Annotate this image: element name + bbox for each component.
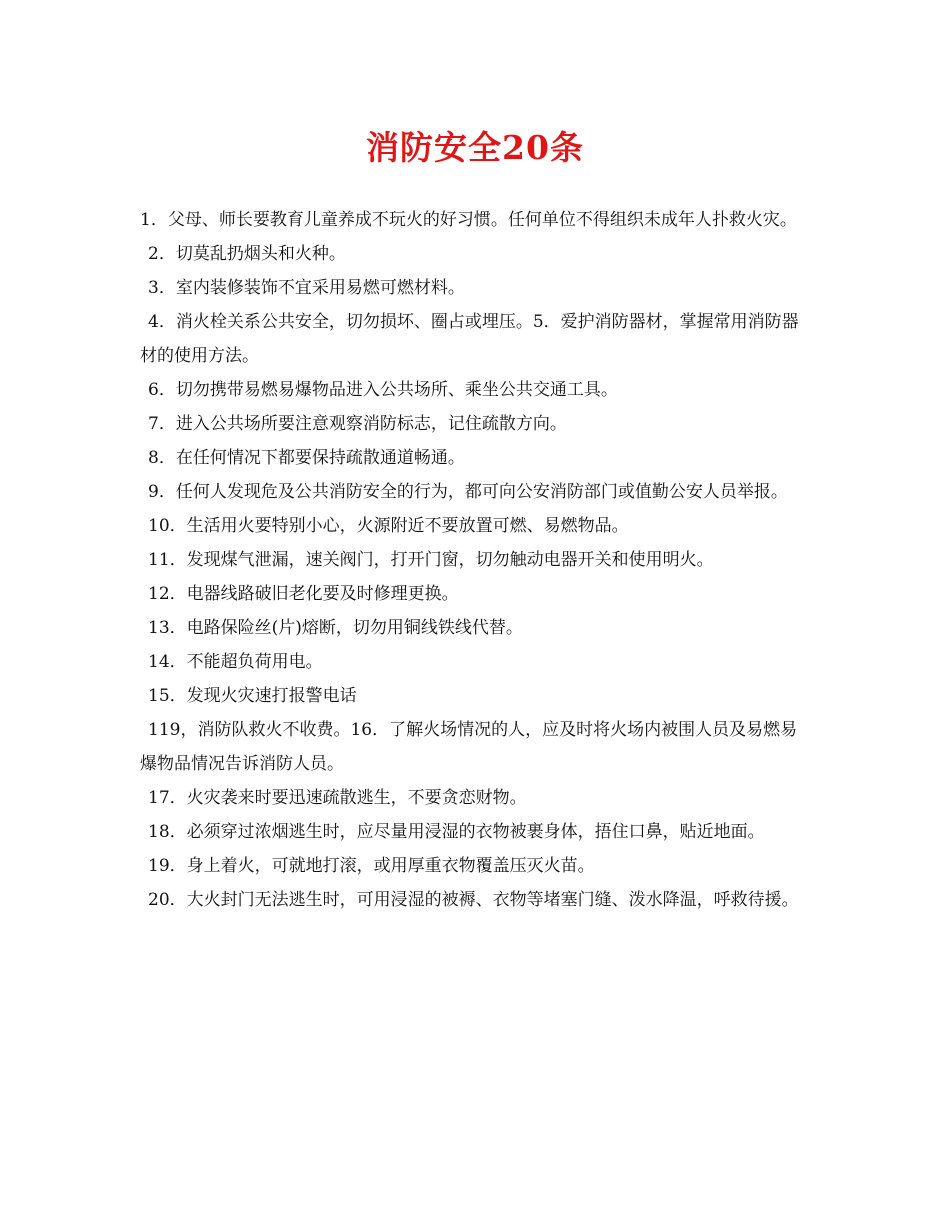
paragraph-7: 7．进入公共场所要注意观察消防标志，记住疏散方向。	[148, 414, 567, 434]
document-title: 消防安全20条	[366, 128, 584, 167]
paragraph-12: 12．电器线路破旧老化要及时修理更换。	[148, 584, 459, 604]
paragraph-1: 1．父母、师长要教育儿童养成不玩火的好习惯。任何单位不得组织未成年人扑救火灾。	[140, 210, 797, 230]
paragraph-4-5: 4．消火栓关系公共安全，切勿损坏、圈占或埋压。5．爱护消防器材，掌握常用消防器材的使用方法。	[140, 312, 799, 366]
paragraph-14: 14．不能超负荷用电。	[148, 652, 323, 672]
paragraph-19: 19．身上着火，可就地打滚，或用厚重衣物覆盖压灭火苗。	[148, 856, 595, 876]
paragraph-15: 15．发现火灾速打报警电话	[148, 686, 357, 706]
paragraph-11: 11．发现煤气泄漏，速关阀门，打开门窗，切勿触动电器开关和使用明火。	[148, 550, 714, 570]
paragraph-17: 17．火灾袭来时要迅速疏散逃生，不要贪恋财物。	[148, 788, 527, 808]
paragraph-13: 13．电路保险丝(片)熔断，切勿用铜线铁线代替。	[148, 618, 523, 638]
paragraph-3: 3．室内装修装饰不宜采用易燃可燃材料。	[148, 278, 465, 298]
paragraph-9: 9．任何人发现危及公共消防安全的行为，都可向公安消防部门或值勤公安人员举报。	[148, 482, 788, 502]
paragraph-8: 8．在任何情况下都要保持疏散通道畅通。	[148, 448, 465, 468]
paragraph-15-16: 119，消防队救火不收费。16．了解火场情况的人，应及时将火场内被围人员及易燃易爆物品情况告诉消防人员。	[140, 720, 798, 774]
paragraph-20: 20．大火封门无法逃生时，可用浸湿的被褥、衣物等堵塞门缝、泼水降温，呼救待援。	[148, 890, 799, 910]
paragraph-10: 10．生活用火要特别小心，火源附近不要放置可燃、易燃物品。	[148, 516, 629, 536]
document-body	[140, 203, 812, 917]
paragraph-2: 2．切莫乱扔烟头和火种。	[148, 244, 346, 264]
paragraph-6: 6．切勿携带易燃易爆物品进入公共场所、乘坐公共交通工具。	[148, 380, 618, 400]
paragraph-18: 18．必须穿过浓烟逃生时，应尽量用浸湿的衣物被裹身体，捂住口鼻，贴近地面。	[148, 822, 765, 842]
